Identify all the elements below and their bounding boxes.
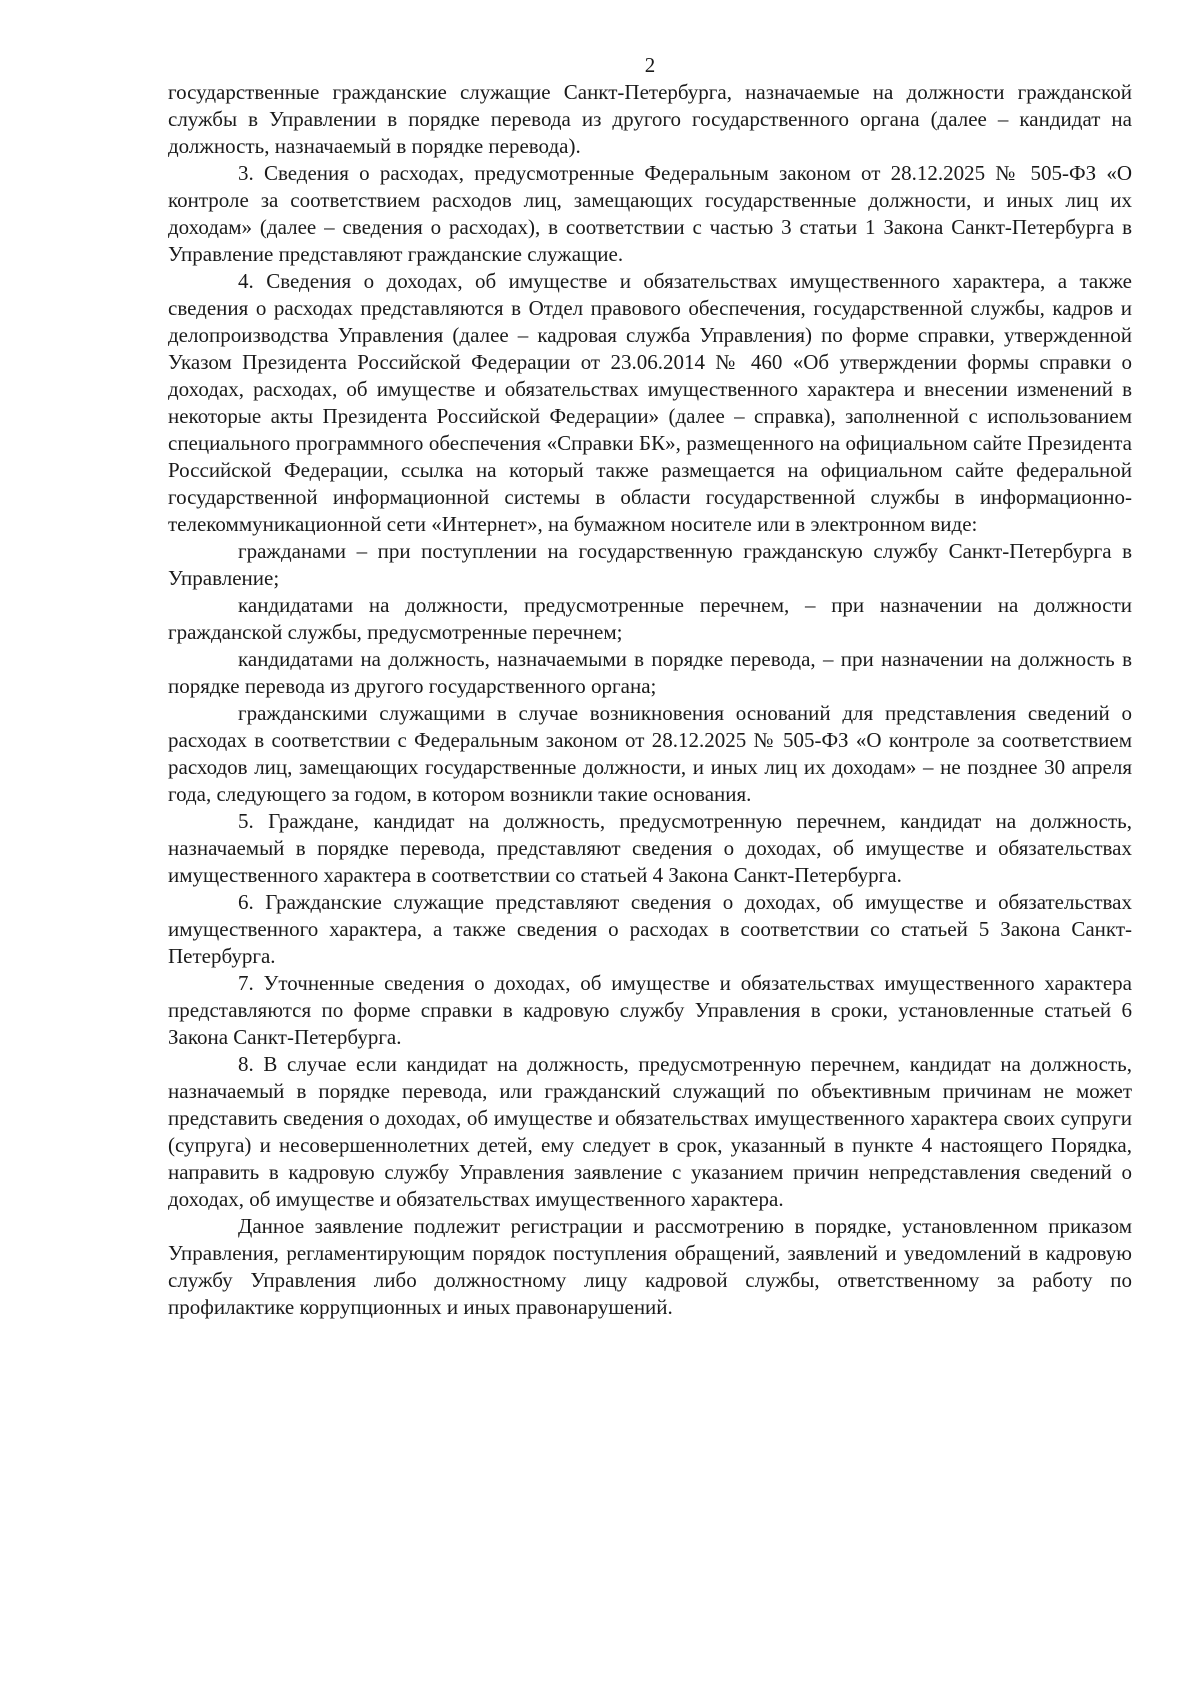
paragraph: 4. Сведения о доходах, об имуществе и обязательствах имущественного характера, а также сведения о расходах представляются в Отдел правового обеспечения, государственной службы, кадров и делопроизводства Управления (далее – кадровая служба Управления) по форме справки, утвержденной Указом Президента Российской Федерации от 23.06.2014 № 460 «Об утверждении формы справки о доходах, расходах, об имуществе и обязательствах имущественного характера и внесении изменений в некоторые акты Президента Российской Федерации» (далее – справка), заполненной с использованием специального программного обеспечения «Справки БК», размещенного на официальном сайте Президента Российской Федерации, ссылка на который также размещается на официальном сайте федеральной государственной информационной системы в области государственной службы в информационно-телекоммуникационной сети «Интернет», на бумажном носителе или в электронном виде:	[168, 269, 1132, 536]
document-body	[168, 79, 1132, 1321]
paragraph: 3. Сведения о расходах, предусмотренные Федеральным законом от 28.12.2025 № 505-ФЗ «О контроле за соответствием расходов лиц, замещающих государственные должности, и иных лиц их доходам» (далее – сведения о расходах), в соответствии с частью 3 статьи 1 Закона Санкт-Петербурга в Управление представляют гражданские служащие.	[168, 161, 1132, 266]
paragraph: Данное заявление подлежит регистрации и рассмотрению в порядке, установленном приказом Управления, регламентирующим порядок поступления обращений, заявлений и уведомлений в кадровую службу Управления либо должностному лицу кадровой службы, ответственному за работу по профилактике коррупционных и иных правонарушений.	[168, 1214, 1132, 1319]
paragraph: государственные гражданские служащие Санкт-Петербурга, назначаемые на должности гражданской службы в Управлении в порядке перевода из другого государственного органа (далее – кандидат на должность, назначаемый в порядке перевода).	[168, 80, 1132, 158]
page-number: 2	[644, 53, 656, 77]
paragraph: кандидатами на должности, предусмотренные перечнем, – при назначении на должности гражданской службы, предусмотренные перечнем;	[168, 593, 1132, 644]
paragraph: 5. Граждане, кандидат на должность, предусмотренную перечнем, кандидат на должность, назначаемый в порядке перевода, представляют сведения о доходах, об имуществе и обязательствах имущественного характера в соответствии со статьей 4 Закона Санкт-Петербурга.	[168, 809, 1132, 887]
paragraph: кандидатами на должность, назначаемыми в порядке перевода, – при назначении на должность в порядке перевода из другого государственного органа;	[168, 647, 1132, 698]
paragraph: гражданскими служащими в случае возникновения оснований для представления сведений о расходах в соответствии с Федеральным законом от 28.12.2025 № 505-ФЗ «О контроле за соответствием расходов лиц, замещающих государственные должности, и иных лиц их доходам» – не позднее 30 апреля года, следующего за годом, в котором возникли такие основания.	[168, 701, 1132, 806]
document-page	[168, 52, 1132, 1321]
paragraph: 7. Уточненные сведения о доходах, об имуществе и обязательствах имущественного характера представляются по форме справки в кадровую службу Управления в сроки, установленные статьей 6 Закона Санкт-Петербурга.	[168, 971, 1132, 1049]
paragraph: гражданами – при поступлении на государственную гражданскую службу Санкт-Петербурга в Управление;	[168, 539, 1132, 590]
paragraph: 6. Гражданские служащие представляют сведения о доходах, об имуществе и обязательствах имущественного характера, а также сведения о расходах в соответствии со статьей 5 Закона Санкт-Петербурга.	[168, 890, 1132, 968]
paragraph: 8. В случае если кандидат на должность, предусмотренную перечнем, кандидат на должность, назначаемый в порядке перевода, или гражданский служащий по объективным причинам не может представить сведения о доходах, об имуществе и обязательствах имущественного характера своих супруги (супруга) и несовершеннолетних детей, ему следует в срок, указанный в пункте 4 настоящего Порядка, направить в кадровую службу Управления заявление с указанием причин непредставления сведений о доходах, об имуществе и обязательствах имущественного характера.	[168, 1052, 1132, 1211]
